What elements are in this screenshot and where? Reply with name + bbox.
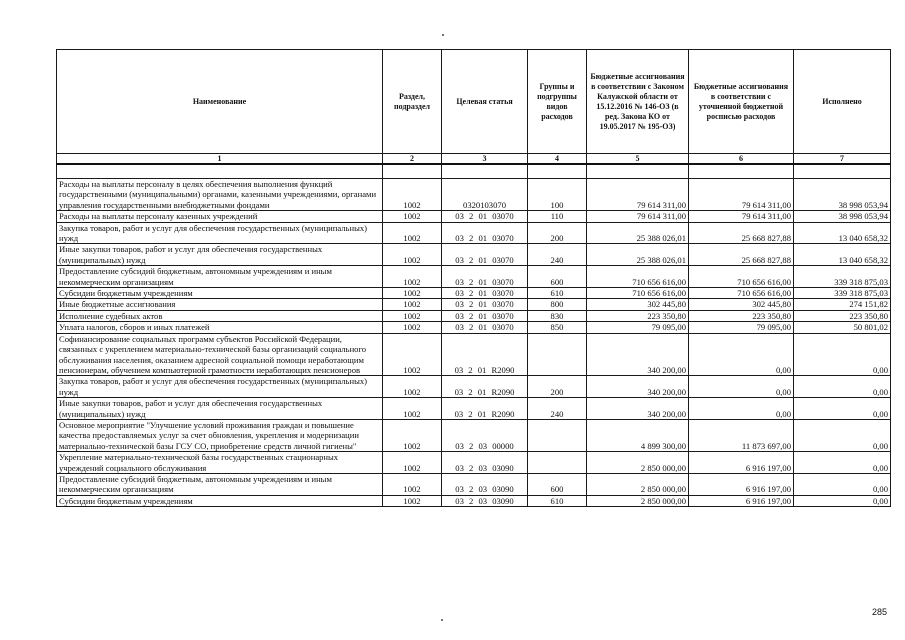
spacer-row (57, 164, 891, 179)
row-target: 03 2 03 03090 (442, 495, 528, 506)
row-executed: 0,00 (794, 398, 891, 420)
scan-speck-bottom (441, 619, 443, 621)
header-group: Группы и подгруппы видов расходов (528, 50, 587, 154)
row-group: 600 (528, 266, 587, 288)
row-budget-refined: 11 873 697,00 (689, 419, 794, 451)
row-budget-law: 79 614 311,00 (587, 211, 689, 222)
row-group (528, 419, 587, 451)
row-target: 03 2 01 R2090 (442, 398, 528, 420)
row-section: 1002 (383, 376, 442, 398)
row-section: 1002 (383, 244, 442, 266)
column-number: 3 (442, 154, 528, 165)
row-target: 03 2 03 03090 (442, 473, 528, 495)
row-budget-law: 79 614 311,00 (587, 179, 689, 211)
header-executed: Исполнено (794, 50, 891, 154)
row-budget-refined: 79 614 311,00 (689, 179, 794, 211)
row-budget-law: 79 095,00 (587, 322, 689, 333)
row-target: 03 2 01 03070 (442, 222, 528, 244)
row-budget-law: 2 850 000,00 (587, 452, 689, 474)
row-budget-law: 340 200,00 (587, 398, 689, 420)
row-group: 240 (528, 244, 587, 266)
row-group: 110 (528, 211, 587, 222)
row-section: 1002 (383, 299, 442, 310)
row-section: 1002 (383, 322, 442, 333)
row-section: 1002 (383, 179, 442, 211)
row-executed: 223 350,80 (794, 310, 891, 321)
budget-table (56, 49, 891, 507)
row-budget-refined: 25 668 827,88 (689, 222, 794, 244)
row-section: 1002 (383, 333, 442, 376)
row-executed: 0,00 (794, 495, 891, 506)
header-budget-law: Бюджетные ассигнования в соответствии с Законом Калужской области от 15.12.2016 № 146-ОЗ (в ред. Закона КО от 19.05.2017 № 195-ОЗ) (587, 50, 689, 154)
header-row (57, 50, 891, 154)
row-section: 1002 (383, 211, 442, 222)
page-number: 285 (872, 607, 888, 617)
header-target: Целевая статья (442, 50, 528, 154)
column-number: 5 (587, 154, 689, 165)
table-row (57, 288, 891, 299)
row-budget-law: 2 850 000,00 (587, 495, 689, 506)
column-number: 7 (794, 154, 891, 165)
header-section: Раздел, подраздел (383, 50, 442, 154)
row-executed: 0,00 (794, 333, 891, 376)
table-row (57, 419, 891, 451)
row-target: 03 2 01 R2090 (442, 376, 528, 398)
column-number: 2 (383, 154, 442, 165)
row-budget-refined: 79 095,00 (689, 322, 794, 333)
row-section: 1002 (383, 398, 442, 420)
row-name: Расходы на выплаты персоналу казенных учреждений (57, 211, 383, 222)
row-budget-refined: 6 916 197,00 (689, 495, 794, 506)
row-budget-law: 710 656 616,00 (587, 288, 689, 299)
table-row (57, 473, 891, 495)
column-number: 4 (528, 154, 587, 165)
row-budget-law: 4 899 300,00 (587, 419, 689, 451)
row-group: 850 (528, 322, 587, 333)
header-budget-refined: Бюджетные ассигнования в соответствии с уточненной бюджетной росписью расходов (689, 50, 794, 154)
row-executed: 38 998 053,94 (794, 211, 891, 222)
table-row (57, 244, 891, 266)
row-budget-law: 223 350,80 (587, 310, 689, 321)
column-number: 1 (57, 154, 383, 165)
row-target: 03 2 01 03070 (442, 299, 528, 310)
row-section: 1002 (383, 288, 442, 299)
table-row (57, 222, 891, 244)
row-name: Расходы на выплаты персоналу в целях обеспечения выполнения функций государственными (муниципальными) органами, казенными учреждениями, органами управления государственными внебюджетными фондами (57, 179, 383, 211)
row-budget-refined: 79 614 311,00 (689, 211, 794, 222)
row-budget-refined: 0,00 (689, 333, 794, 376)
row-group (528, 452, 587, 474)
scan-speck-top (442, 34, 444, 36)
header-name: Наименование (57, 50, 383, 154)
row-executed: 0,00 (794, 452, 891, 474)
row-target: 03 2 01 03070 (442, 244, 528, 266)
row-budget-law: 710 656 616,00 (587, 266, 689, 288)
row-executed: 339 318 875,03 (794, 288, 891, 299)
row-group: 200 (528, 376, 587, 398)
row-budget-law: 25 388 026,01 (587, 222, 689, 244)
column-number-row (57, 154, 891, 165)
row-executed: 274 151,82 (794, 299, 891, 310)
row-budget-refined: 302 445,80 (689, 299, 794, 310)
row-name: Исполнение судебных актов (57, 310, 383, 321)
row-executed: 0,00 (794, 419, 891, 451)
table-row (57, 299, 891, 310)
row-section: 1002 (383, 419, 442, 451)
row-executed: 13 040 658,32 (794, 244, 891, 266)
row-budget-refined: 0,00 (689, 398, 794, 420)
row-budget-refined: 223 350,80 (689, 310, 794, 321)
row-group: 240 (528, 398, 587, 420)
row-name: Уплата налогов, сборов и иных платежей (57, 322, 383, 333)
row-name: Закупка товаров, работ и услуг для обеспечения государственных (муниципальных) нужд (57, 222, 383, 244)
row-group: 610 (528, 288, 587, 299)
row-target: 03 2 01 03070 (442, 211, 528, 222)
row-section: 1002 (383, 495, 442, 506)
row-name: Субсидии бюджетным учреждениям (57, 288, 383, 299)
row-name: Иные бюджетные ассигнования (57, 299, 383, 310)
row-budget-refined: 710 656 616,00 (689, 266, 794, 288)
row-section: 1002 (383, 310, 442, 321)
row-section: 1002 (383, 266, 442, 288)
row-group: 100 (528, 179, 587, 211)
row-section: 1002 (383, 473, 442, 495)
row-name: Субсидии бюджетным учреждениям (57, 495, 383, 506)
row-target: 03 2 01 03070 (442, 288, 528, 299)
table-row (57, 179, 891, 211)
table-row (57, 495, 891, 506)
row-target: 03 2 03 00000 (442, 419, 528, 451)
table-row (57, 398, 891, 420)
row-name: Софинансирование социальных программ субъектов Российской Федерации, связанных с укреплением материально-технической базы организаций социального обслуживания населения, оказанием адресной социальной помощи неработающим пенсионерам, обучением компьютерной грамотности неработающих пенсионеров (57, 333, 383, 376)
row-name: Иные закупки товаров, работ и услуг для обеспечения государственных (муниципальных) нужд (57, 398, 383, 420)
row-budget-refined: 710 656 616,00 (689, 288, 794, 299)
row-target: 03 2 01 03070 (442, 266, 528, 288)
row-executed: 38 998 053,94 (794, 179, 891, 211)
row-name: Предоставление субсидий бюджетным, автономным учреждениям и иным некоммерческим организациям (57, 473, 383, 495)
row-group (528, 333, 587, 376)
row-section: 1002 (383, 452, 442, 474)
row-executed: 50 801,02 (794, 322, 891, 333)
row-executed: 13 040 658,32 (794, 222, 891, 244)
table-row (57, 452, 891, 474)
row-group: 610 (528, 495, 587, 506)
row-executed: 339 318 875,03 (794, 266, 891, 288)
row-section: 1002 (383, 222, 442, 244)
row-budget-law: 340 200,00 (587, 333, 689, 376)
row-budget-law: 25 388 026,01 (587, 244, 689, 266)
row-budget-refined: 0,00 (689, 376, 794, 398)
row-executed: 0,00 (794, 376, 891, 398)
column-number: 6 (689, 154, 794, 165)
row-name: Иные закупки товаров, работ и услуг для обеспечения государственных (муниципальных) нужд (57, 244, 383, 266)
row-budget-refined: 25 668 827,88 (689, 244, 794, 266)
table-row (57, 333, 891, 376)
row-group: 800 (528, 299, 587, 310)
row-target: 03 2 01 03070 (442, 322, 528, 333)
row-target: 0320103070 (442, 179, 528, 211)
row-name: Укрепление материально-технической базы государственных стационарных учреждений социального обслуживания (57, 452, 383, 474)
row-name: Основное мероприятие "Улучшение условий проживания граждан и повышение качества предоставляемых услуг за счет обновления, укрепления и модернизации материально-технической базы ГСУ СО, приобретение средств личной гигиены" (57, 419, 383, 451)
row-group: 600 (528, 473, 587, 495)
row-budget-refined: 6 916 197,00 (689, 452, 794, 474)
table-row (57, 266, 891, 288)
table-row (57, 310, 891, 321)
table-row (57, 211, 891, 222)
row-name: Закупка товаров, работ и услуг для обеспечения государственных (муниципальных) нужд (57, 376, 383, 398)
row-target: 03 2 01 03070 (442, 310, 528, 321)
row-group: 200 (528, 222, 587, 244)
budget-sheet (56, 49, 890, 507)
row-budget-law: 302 445,80 (587, 299, 689, 310)
row-target: 03 2 03 03090 (442, 452, 528, 474)
table-row (57, 322, 891, 333)
row-name: Предоставление субсидий бюджетным, автономным учреждениям и иным некоммерческим организациям (57, 266, 383, 288)
row-target: 03 2 01 R2090 (442, 333, 528, 376)
row-budget-law: 2 850 000,00 (587, 473, 689, 495)
row-budget-refined: 6 916 197,00 (689, 473, 794, 495)
row-group: 830 (528, 310, 587, 321)
row-executed: 0,00 (794, 473, 891, 495)
row-budget-law: 340 200,00 (587, 376, 689, 398)
table-row (57, 376, 891, 398)
